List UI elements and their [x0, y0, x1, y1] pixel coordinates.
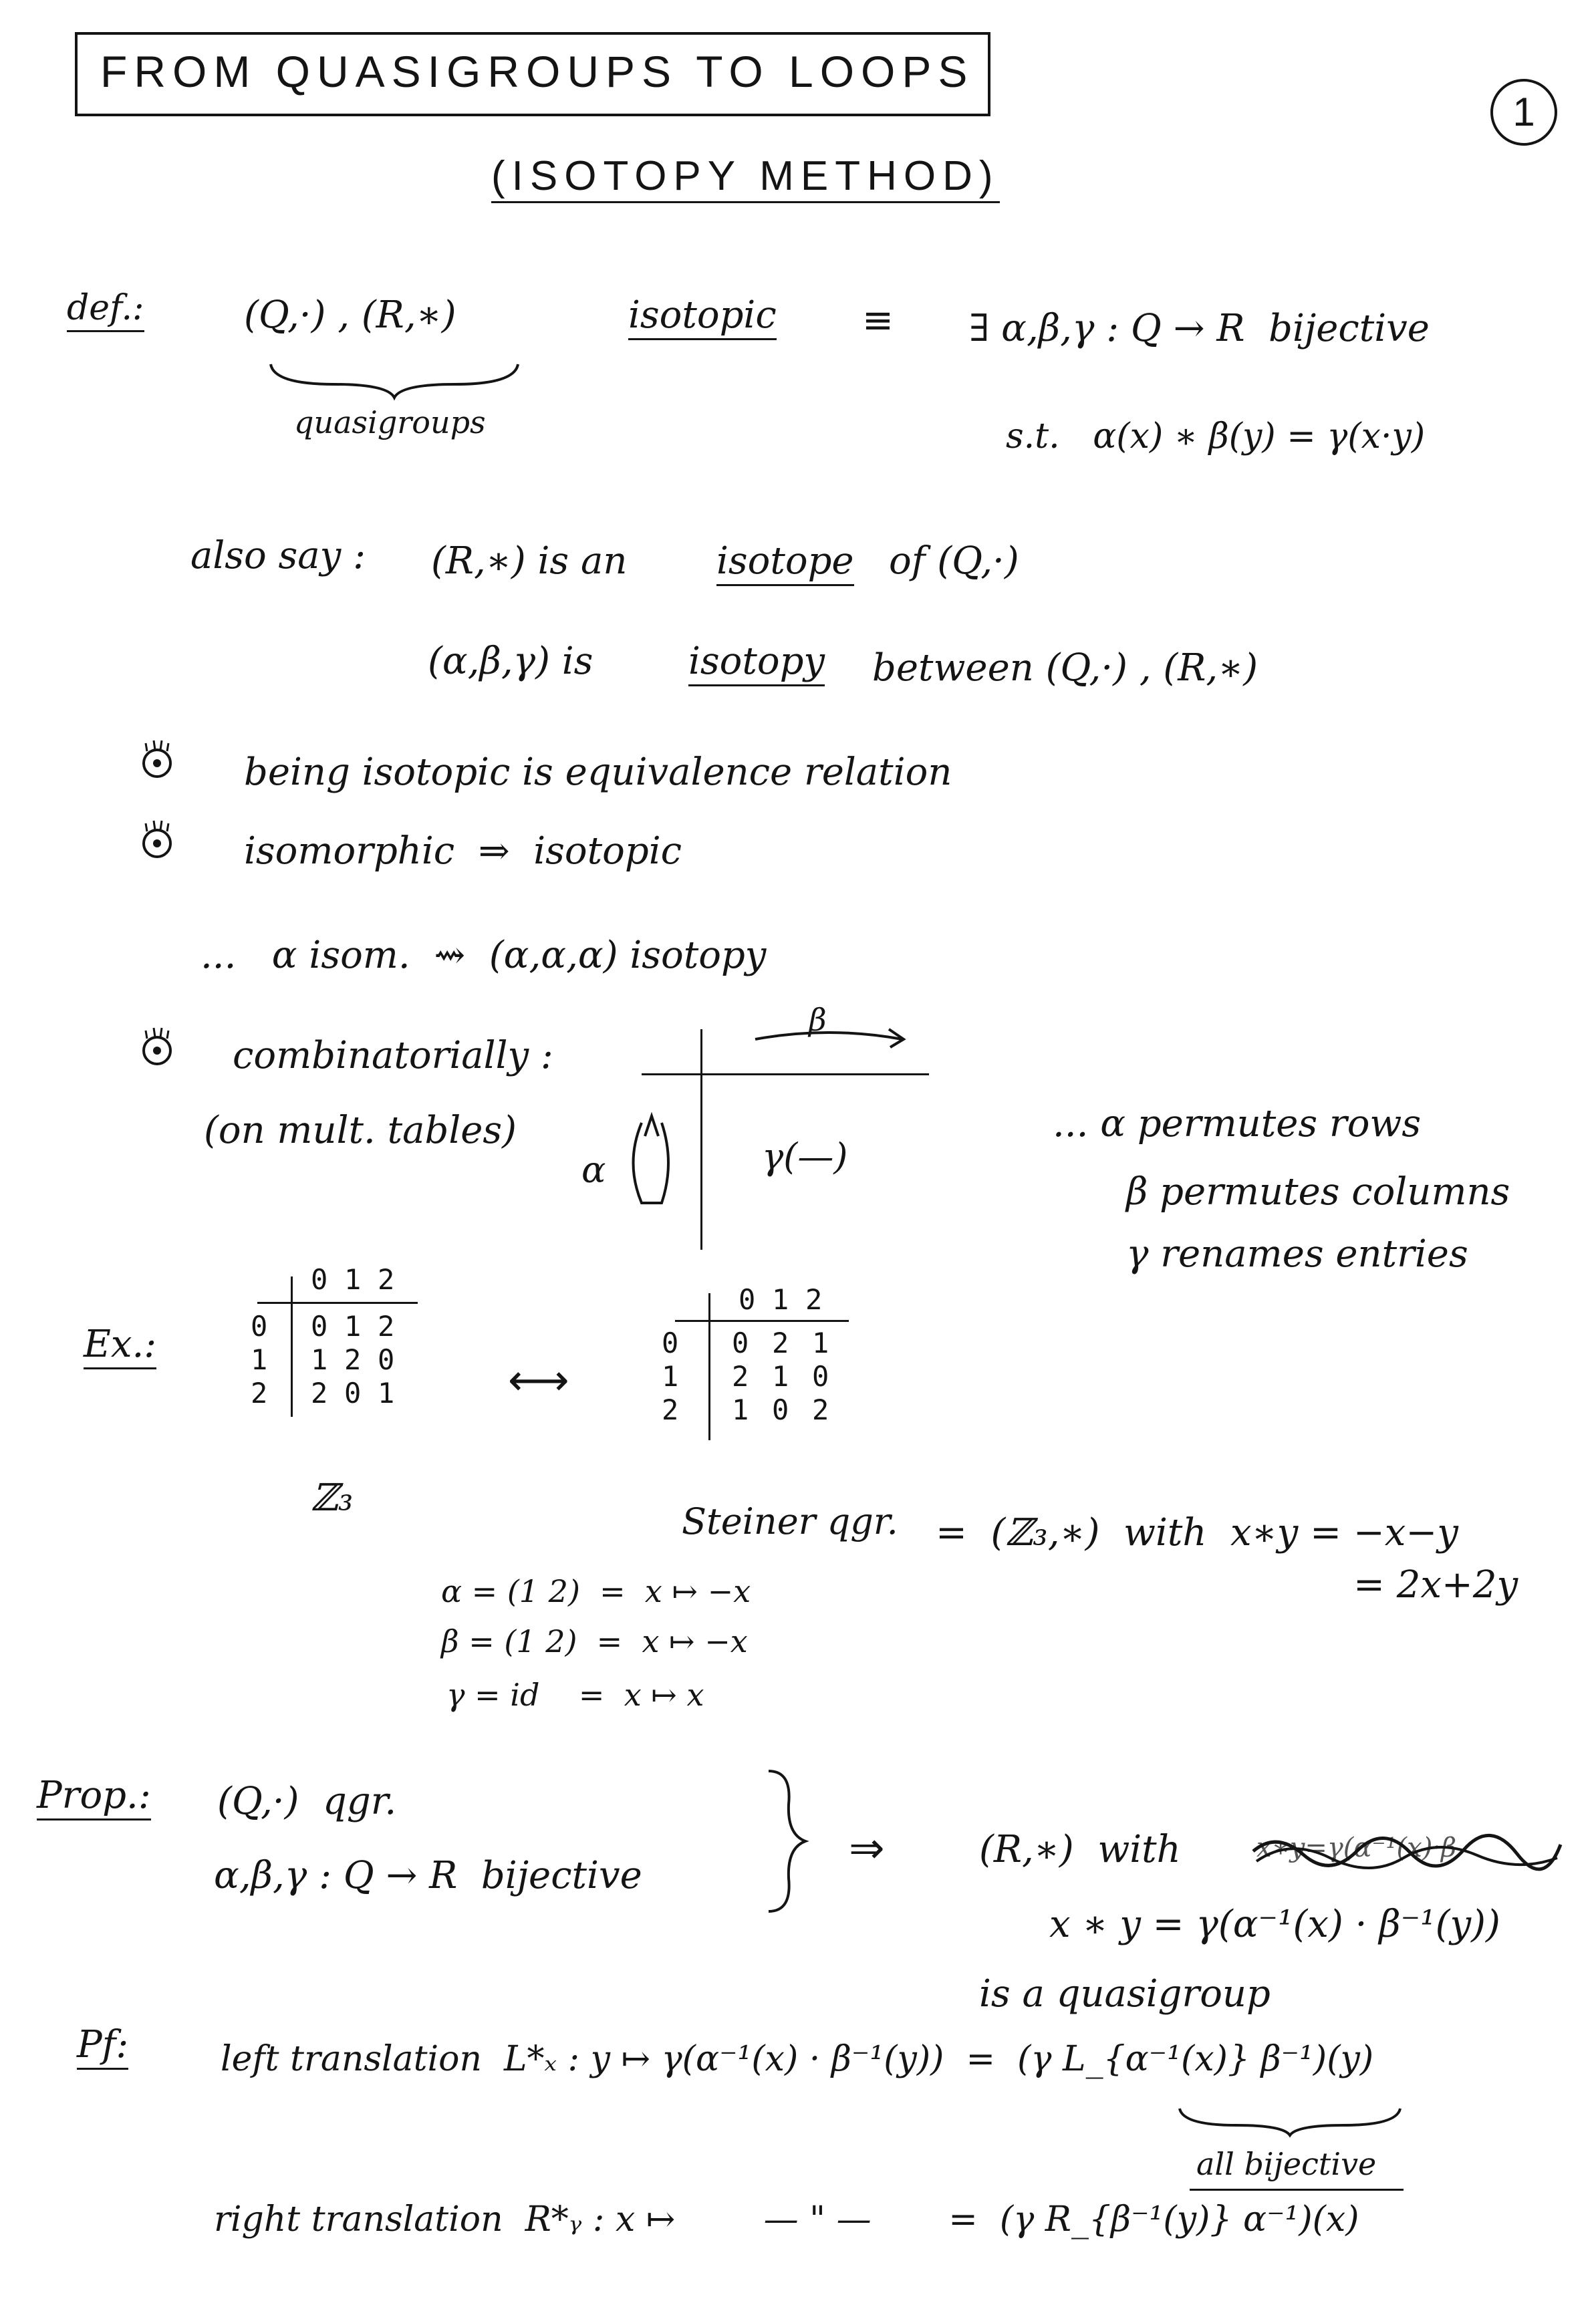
proposition-line2: α,β,γ : Q → R bijective: [214, 1854, 642, 1897]
table-col-header: 0: [739, 1283, 756, 1316]
table-column-rule: [708, 1293, 710, 1440]
table-cell: 0: [812, 1360, 829, 1393]
also-say-line2-pre: (α,β,γ) is: [428, 640, 593, 683]
combinatorial-note-1: ... α permutes rows: [1053, 1102, 1422, 1145]
table-cell: 1: [812, 1327, 829, 1359]
combinatorial-note-2: β permutes columns: [1126, 1170, 1510, 1214]
also-say-line2-post: between (Q,·) , (R,∗): [872, 646, 1258, 690]
table-cell: 0: [772, 1393, 789, 1426]
combinatorial-sublabel: (on mult. tables): [204, 1109, 517, 1152]
table-column-rule: [291, 1276, 293, 1417]
table-row-header: 1: [251, 1343, 268, 1376]
steiner-equation-2: = 2x+2y: [1353, 1563, 1518, 1607]
map-alpha: α = (1 2) = x ↦ −x: [441, 1573, 751, 1609]
table-header-rule: [675, 1320, 849, 1322]
diagram-gamma: γ(—): [762, 1135, 848, 1178]
also-say-line2-term: isotopy: [688, 640, 825, 686]
proof-left-translation: left translation L*ₓ : y ↦ γ(α⁻¹(x) · β⁻¹(y)) = (γ L_{α⁻¹(x)} β⁻¹)(y): [221, 2039, 1374, 2079]
proposition-label: Prop.:: [37, 1774, 151, 1820]
table-cell: 1: [344, 1310, 362, 1343]
table-col-header: 2: [805, 1283, 823, 1316]
table-cell: 2: [378, 1310, 395, 1343]
eye-icon: [134, 1023, 180, 1069]
table-cell: 2: [344, 1343, 362, 1376]
proposition-conclusion: is a quasigroup: [979, 1972, 1271, 2016]
table-col-header: 1: [344, 1263, 362, 1296]
table-cell: 1: [772, 1360, 789, 1393]
definition-label: def.:: [67, 289, 144, 332]
diagram-left-line: [700, 1029, 702, 1250]
proposition-implies: ⇒: [849, 1824, 885, 1873]
observation-2: isomorphic ⇒ isotopic: [244, 829, 682, 873]
proof-note: all bijective: [1196, 2146, 1377, 2182]
table-cell: 2: [812, 1393, 829, 1426]
brace-icon: [1176, 2105, 1404, 2139]
table-cell: 0: [344, 1377, 362, 1409]
table-cell: 2: [772, 1327, 789, 1359]
table-cell: 0: [311, 1310, 328, 1343]
brace-icon: [267, 361, 521, 401]
table-cell: 1: [378, 1377, 395, 1409]
proposition-crossed: x∗y=γ(α⁻¹(x)·β: [1256, 1833, 1457, 1863]
table-cell: 2: [311, 1377, 328, 1409]
page-number: 1: [1490, 79, 1557, 146]
diagram-beta: β: [809, 1002, 827, 1038]
table-cell: 1: [311, 1343, 328, 1376]
table-col-header: 2: [378, 1263, 395, 1296]
proposition-line1: (Q,·) qgr.: [217, 1780, 397, 1823]
page-title: FROM QUASIGROUPS TO LOOPS: [100, 47, 974, 96]
right-brace-icon: [762, 1764, 815, 1918]
note-underline: [1190, 2189, 1404, 2191]
row-permute-arrow-icon: [625, 1109, 678, 1216]
isomorphism-note: ... α isom. ⇝ (α,α,α) isotopy: [201, 934, 767, 977]
table-row-header: 0: [662, 1327, 679, 1359]
table-row-header: 2: [251, 1377, 268, 1409]
also-say-line1-term: isotope: [716, 540, 854, 586]
proposition-formula: x ∗ y = γ(α⁻¹(x) · β⁻¹(y)): [1049, 1903, 1500, 1946]
map-gamma: γ = id = x ↦ x: [446, 1677, 704, 1713]
example-label: Ex.:: [84, 1323, 156, 1369]
eye-icon: [134, 735, 180, 782]
equivalence-arrow: ⟷: [508, 1356, 569, 1405]
combinatorial-note-3: γ renames entries: [1126, 1232, 1468, 1276]
also-say-label: also say :: [190, 534, 366, 577]
definition-equiv: ≡: [862, 299, 894, 342]
steiner-equation: = (ℤ₃,∗) with x∗y = −x−y: [936, 1511, 1458, 1555]
map-beta: β = (1 2) = x ↦ −x: [441, 1623, 748, 1659]
definition-rhs: ∃ α,β,γ : Q → R bijective: [969, 307, 1430, 350]
table-row-header: 2: [662, 1393, 679, 1426]
table1-caption: ℤ₃: [311, 1476, 354, 1520]
also-say-line1-pre: (R,∗) is an: [431, 539, 628, 583]
diagram-top-line: [642, 1073, 929, 1075]
table-header-rule: [257, 1302, 418, 1304]
table-cell: 0: [378, 1343, 395, 1376]
table-row-header: 0: [251, 1310, 268, 1343]
definition-term: isotopic: [628, 294, 777, 340]
eye-icon: [134, 815, 180, 862]
scribble-strikeout-icon: [1250, 1825, 1564, 1878]
table-col-header: 1: [772, 1283, 789, 1316]
table2-caption: Steiner qgr.: [682, 1500, 898, 1542]
table-cell: 2: [732, 1360, 749, 1393]
mult-table-steiner: [662, 1283, 855, 1450]
proof-label: Pf:: [77, 2024, 128, 2070]
page-subtitle: (ISOTOPY METHOD): [491, 152, 1000, 203]
table-cell: 1: [732, 1393, 749, 1426]
table-cell: 0: [732, 1327, 749, 1359]
proof-right-translation: right translation R*ᵧ : x ↦ — " — = (γ R_{β⁻¹(y)} α⁻¹)(x): [214, 2199, 1359, 2240]
proposition-result: (R,∗) with: [979, 1828, 1181, 1871]
table-row-header: 1: [662, 1360, 679, 1393]
mult-table-z3: [251, 1263, 424, 1430]
also-say-line1-post: of (Q,·): [889, 539, 1019, 583]
brace-label: quasigroups: [294, 404, 486, 440]
table-col-header: 0: [311, 1263, 328, 1296]
combinatorial-label: combinatorially :: [233, 1034, 553, 1077]
observation-1: being isotopic is equivalence relation: [244, 751, 952, 794]
diagram-alpha: α: [581, 1149, 606, 1191]
column-permute-arrow-icon: [749, 1012, 916, 1053]
definition-lhs: (Q,·) , (R,∗): [244, 293, 456, 337]
definition-condition: s.t. α(x) ∗ β(y) = γ(x·y): [1006, 416, 1426, 456]
